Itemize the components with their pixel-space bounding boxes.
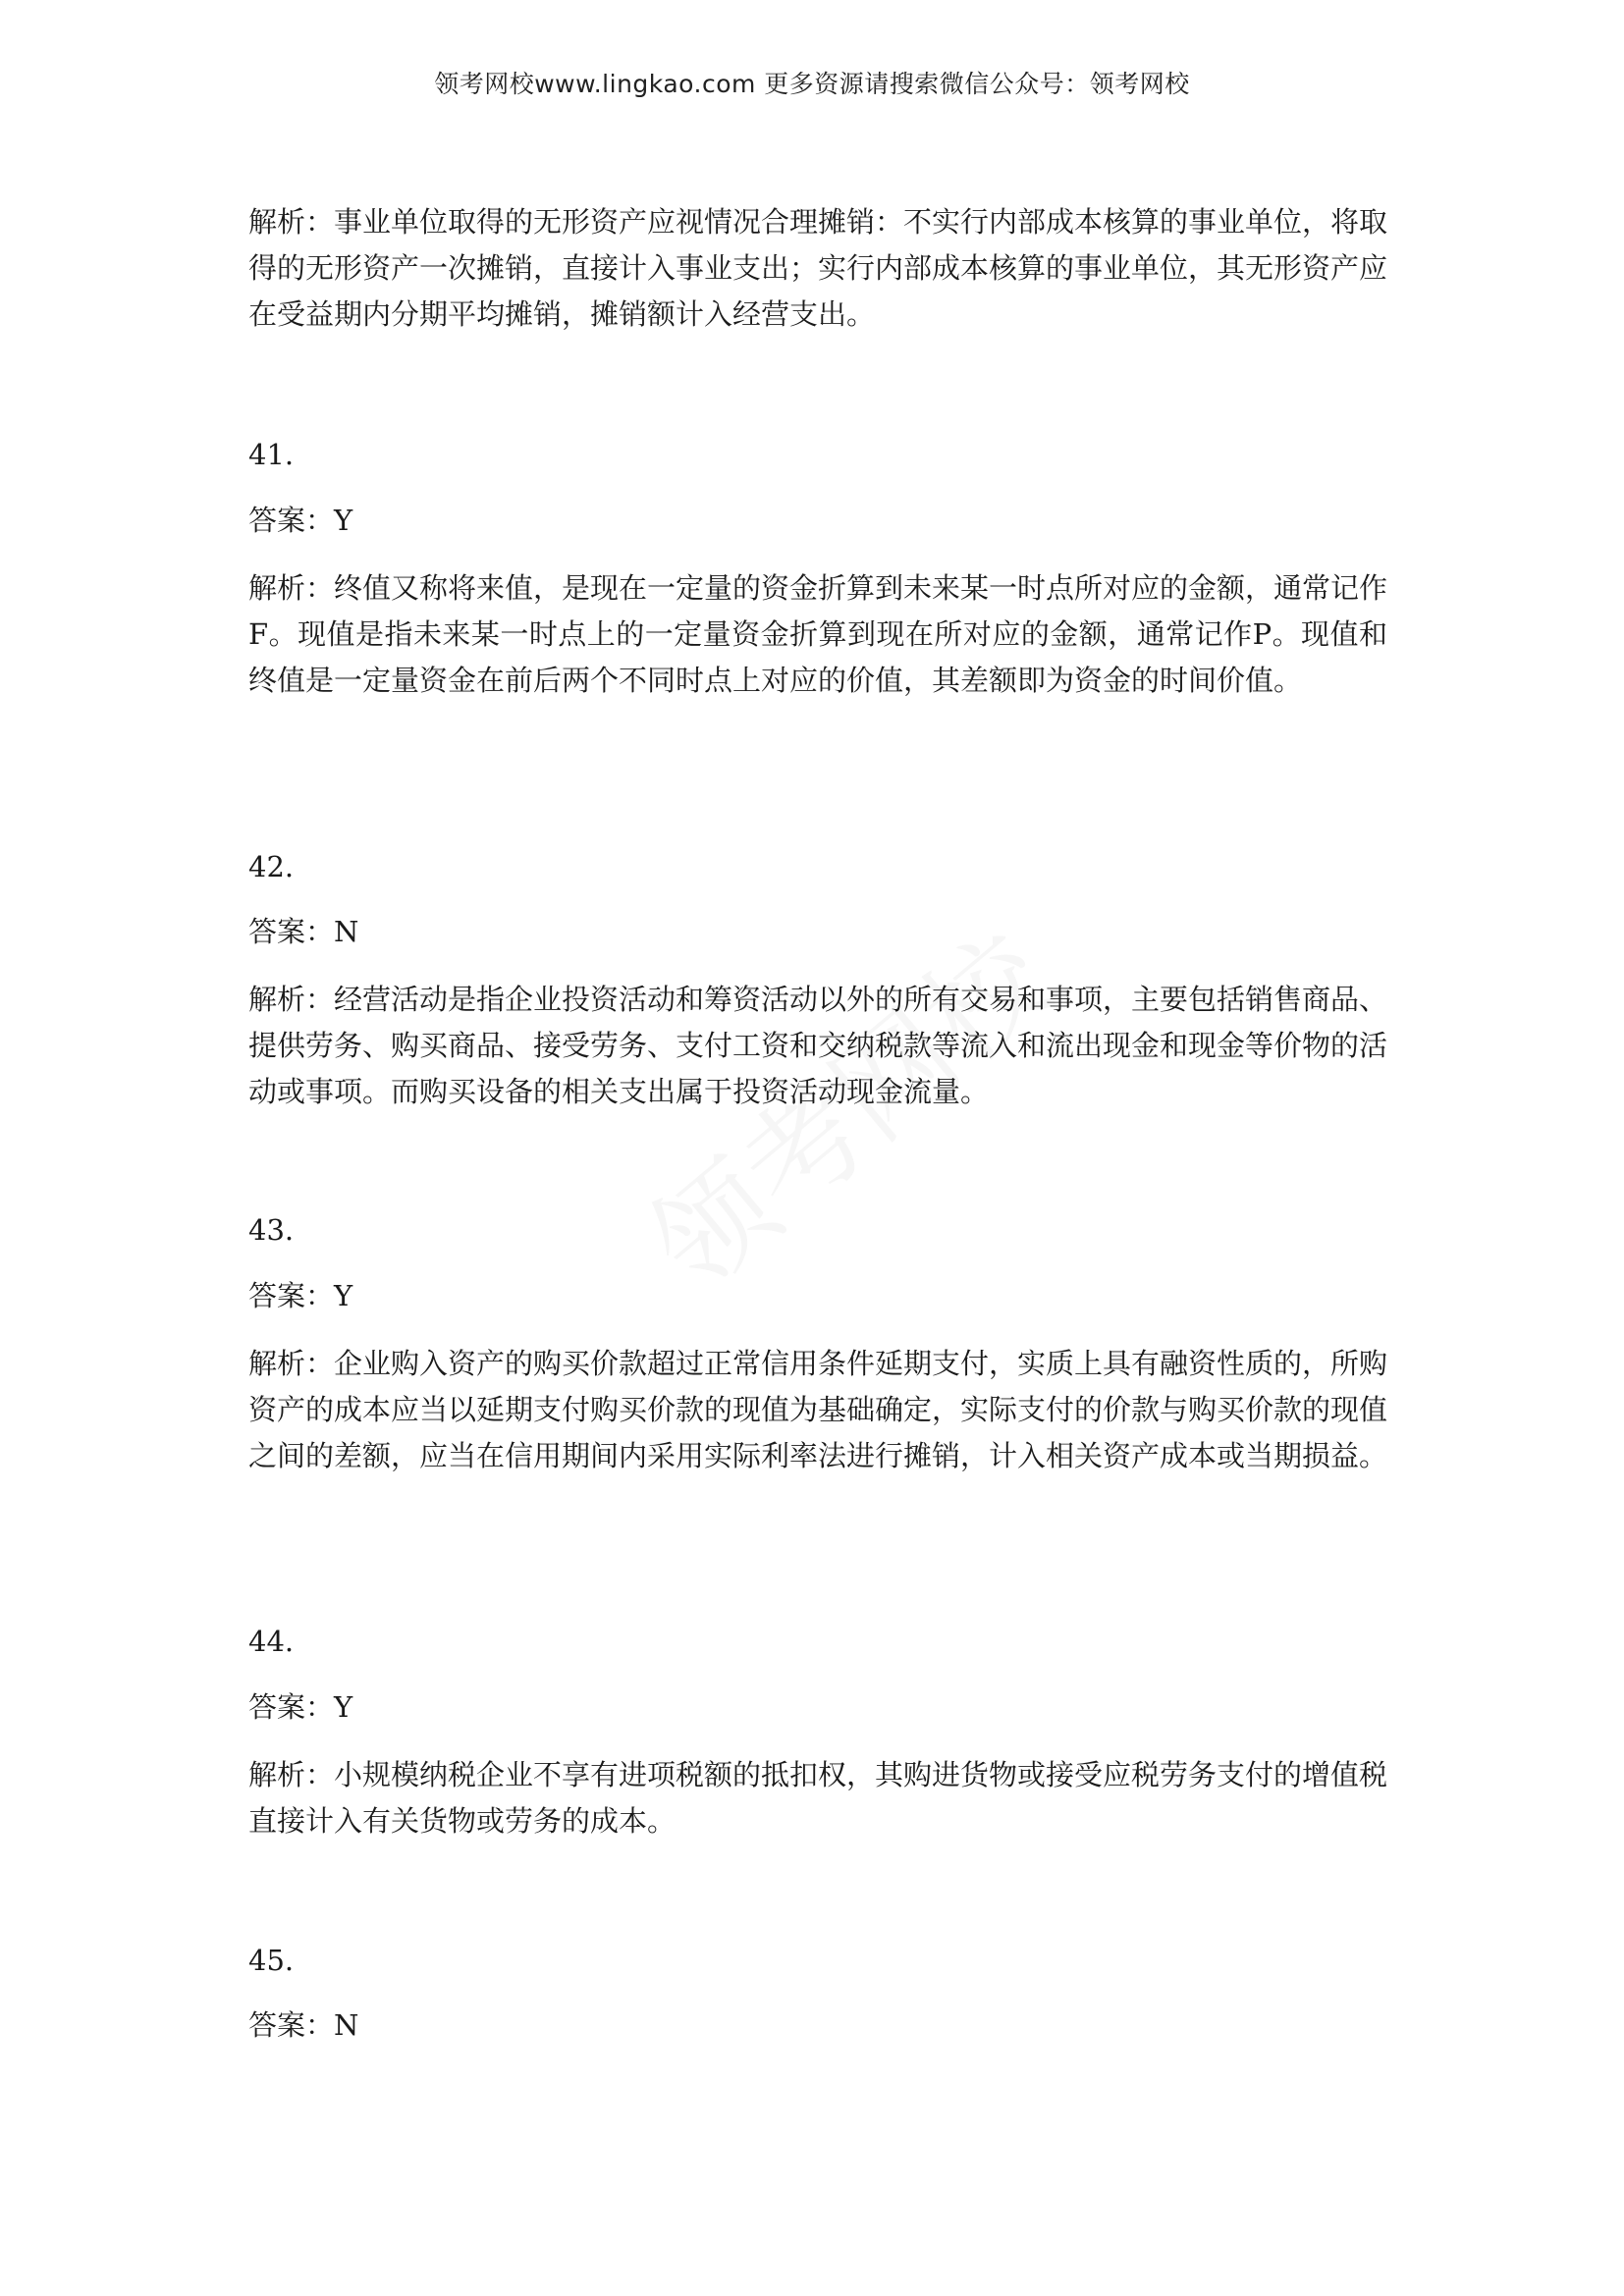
analysis: 解析：经营活动是指企业投资活动和筹资活动以外的所有交易和事项，主要包括销售商品、提供劳务、购买商品、接受劳务、支付工资和交纳税款等流入和流出现金和现金等价物的活动或事项。而购买设备的相关支出属于投资活动现金流量。 — [248, 983, 1388, 1108]
answer: 答案：N — [248, 2008, 359, 2042]
analysis: 解析：企业购入资产的购买价款超过正常信用条件延期支付，实质上具有融资性质的，所购资产的成本应当以延期支付购买价款的现值为基础确定，实际支付的价款与购买价款的现值之间的差额，应当在信用期间内采用实际利率法进行摊销，计入相关资产成本或当期损益。 — [248, 1347, 1388, 1472]
intro-analysis: 解析：事业单位取得的无形资产应视情况合理摊销：不实行内部成本核算的事业单位，将取得的无形资产一次摊销，直接计入事业支出；实行内部成本核算的事业单位，其无形资产应在受益期内分期平均摊销，摊销额计入经营支出。 — [248, 205, 1388, 331]
answer: 答案：Y — [248, 1279, 353, 1312]
analysis: 解析：终值又称将来值，是现在一定量的资金折算到未来某一时点所对应的金额，通常记作F。现值是指未来某一时点上的一定量资金折算到现在所对应的金额，通常记作P。现值和终值是一定量资金在前后两个不同时点上对应的价值，其差额即为资金的时间价值。 — [248, 571, 1388, 697]
answer: 答案：Y — [248, 504, 353, 537]
question-number: 45. — [248, 1944, 295, 1977]
question-number: 43. — [248, 1213, 295, 1247]
page-header: 领考网校www.lingkao.com 更多资源请搜索微信公众号：领考网校 — [434, 70, 1190, 98]
answer: 答案：Y — [248, 1690, 353, 1724]
analysis: 解析：小规模纳税企业不享有进项税额的抵扣权，其购进货物或接受应税劳务支付的增值税直接计入有关货物或劳务的成本。 — [248, 1758, 1388, 1838]
question-number: 41. — [248, 438, 295, 471]
answer: 答案：N — [248, 915, 359, 948]
question-number: 44. — [248, 1625, 295, 1658]
question-number: 42. — [248, 850, 295, 883]
